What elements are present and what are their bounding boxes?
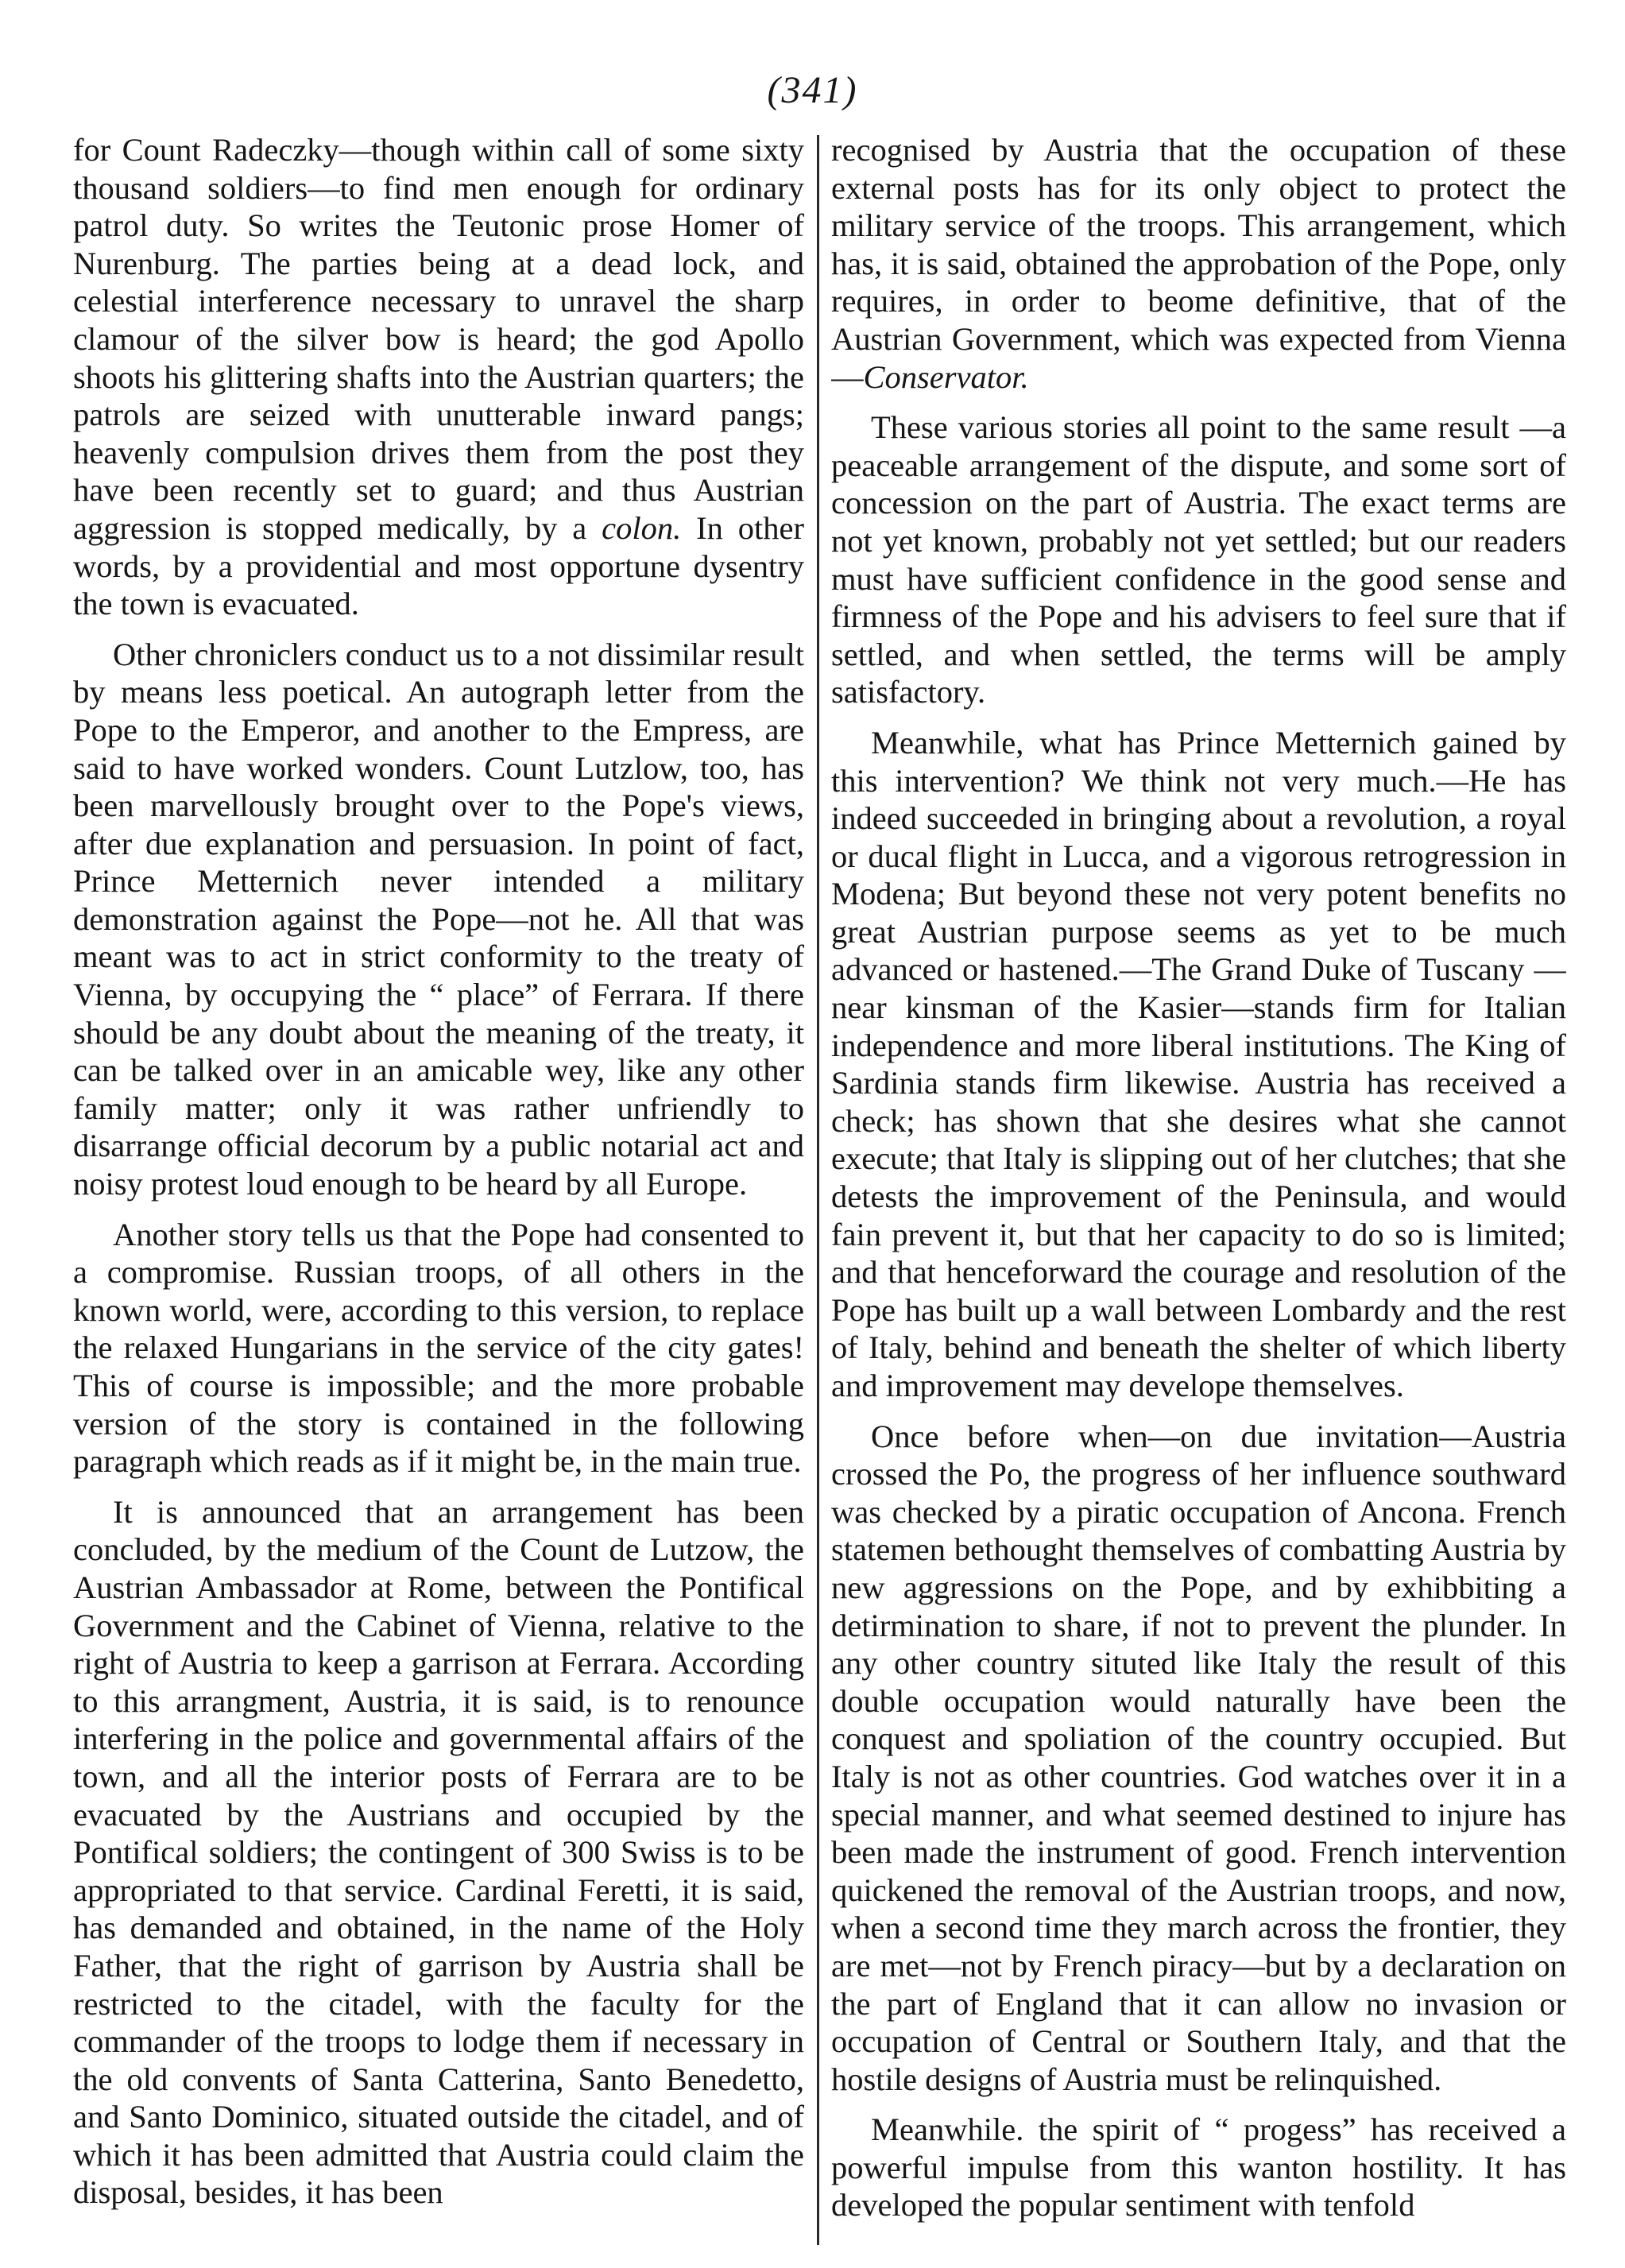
italic-text: colon.	[602, 509, 682, 546]
paragraph	[831, 1418, 1566, 2099]
italic-text: Conservator.	[863, 358, 1029, 395]
left-column	[73, 131, 804, 2245]
column-divider	[817, 135, 819, 2245]
text-run: recognised by Austria that the occupation of these external posts has for its only object to protect the military service of the troops. This arrangement, which has, it is said, obtained the approbation of the Pope, only requires, in order to beome definitive, that of the Austrian Government, which was expected from Vienna —	[831, 132, 1566, 395]
right-column	[831, 131, 1566, 2245]
paragraph	[831, 724, 1566, 1405]
text-run: It is announced that an arrangement has been concluded, by the medium of the Count de Lutzow, the Austrian Ambassador at Rome, between the Pontifical Government and the Cabinet of Vienna, relative to the right of Austria to keep a garrison at Ferrara. According to this arrangment, Austria, it is said, is to renounce interfering in the police and governmental affairs of the town, and all the interior posts of Ferrara are to be evacuated by the Austrians and occupied by the Pontifical soldiers; the contingent of 300 Swiss is to be appropriated to that service. Cardinal Feretti, it is said, has demanded and obtained, in the name of the Holy Father, that the right of garrison by Austria shall be restricted to the citadel, with the faculty for the commander of the troops to lodge them if necessary in the old convents of Santa Catterina, Santo Benedetto, and Santo Dominico, situated outside the citadel, and of which it has been admitted that Austria could claim the disposal, besides, it has been	[73, 1493, 804, 2211]
paragraph	[73, 131, 804, 623]
paragraph	[73, 636, 804, 1203]
text-run: These various stories all point to the same result —a peaceable arrangement of the dispute, and some sort of concession on the part of Austria. The exact terms are not yet known, probably not yet settled; but our readers must have sufficient confidence in the good sense and firmness of the Pope and his advisers to feel sure that if settled, and when settled, the terms will be amply satisfactory.	[831, 409, 1566, 710]
paragraph	[73, 1493, 804, 2212]
page-number: (341)	[767, 69, 858, 111]
text-run: Another story tells us that the Pope had consented to a compromise. Russian troops, of all others in the known world, were, according to this version, to replace the relaxed Hungarians in the service of the city gates! This of course is impossible; and the more probable version of the story is contained in the following paragraph which reads as if it might be, in the main true.	[73, 1216, 804, 1480]
paragraph	[831, 2111, 1566, 2224]
text-run: for Count Radeczky—though within call of some sixty thousand soldiers—to find men enough for ordinary patrol duty. So writes the Teutonic prose Homer of Nurenburg. The parties being at a dead lock, and celestial interference necessary to unravel the sharp clamour of the silver bow is heard; the god Apollo shoots his glittering shafts into the Austrian quarters; the patrols are seized with unutterable inward pangs; heavenly compulsion drives them from the post they have been recently set to guard; and thus Austrian aggression is stopped medically, by a	[73, 132, 804, 546]
text-run: Once before when—on due invitation—Austria crossed the Po, the progress of her influence southward was checked by a piratic occupation of Ancona. French statemen bethought themselves of combatting Austria by new aggressions on the Pope, and by exhibbiting a detirmination to share, if not to prevent the plunder. In any other country situted like Italy the result of this double occupation would naturally have been the conquest and spoliation of the country occupied. But Italy is not as other countries. God watches over it in a special manner, and what seemed destined to injure has been made the instrument of good. French intervention quickened the removal of the Austrian troops, and now, when a second time they march across the frontier, they are met—not by French piracy—but by a declaration on the part of England that it can allow no invasion or occupation of Central or Southern Italy, and that the hostile designs of Austria must be relinquished.	[831, 1418, 1566, 2097]
paragraph	[831, 131, 1566, 396]
text-run: Other chroniclers conduct us to a not dissimilar result by means less poetical. An autograph letter from the Pope to the Emperor, and another to the Empress, are said to have worked wonders. Count Lutzlow, too, has been marvellously brought over to the Pope's views, after due explanation and persuasion. In point of fact, Prince Metternich never intended a military demonstration against the Pope—not he. All that was meant was to act in strict conformity to the treaty of Vienna, by occupying the “ place” of Ferrara. If there should be any doubt about the meaning of the treaty, it can be talked over in an amicable wey, like any other family matter; only it was rather unfriendly to disarrange official decorum by a public notarial act and noisy protest loud enough to be heard by all Europe.	[73, 636, 804, 1202]
text-run: Meanwhile. the spirit of “ progess” has received a powerful impulse from this wanton hostility. It has developed the popular sentiment with tenfold	[831, 2111, 1566, 2223]
paragraph	[73, 1216, 804, 1480]
paragraph	[831, 408, 1566, 711]
text-run: Meanwhile, what has Prince Metternich gained by this intervention? We think not very much.—He has indeed succeeded in bringing about a revolution, a royal or ducal flight in Lucca, and a vigorous retrogression in Modena; But beyond these not very potent benefits no great Austrian purpose seems as yet to be much advanced or hastened.—The Grand Duke of Tuscany —near kinsman of the Kasier—stands firm for Italian independence and more liberal institutions. The King of Sardinia stands firm likewise. Austria has received a check; has shown that she desires what she cannot execute; that Italy is slipping out of her clutches; that she detests the improvement of the Peninsula, and would fain prevent it, but that her capacity to do so is limited; and that henceforward the courage and resolution of the Pope has built up a wall between Lombardy and the rest of Italy, behind and beneath the shelter of which liberty and improvement may develope themselves.	[831, 724, 1566, 1403]
text-run: In other words, by a providential and most opportune dysentry the town is evacuated.	[73, 509, 804, 622]
